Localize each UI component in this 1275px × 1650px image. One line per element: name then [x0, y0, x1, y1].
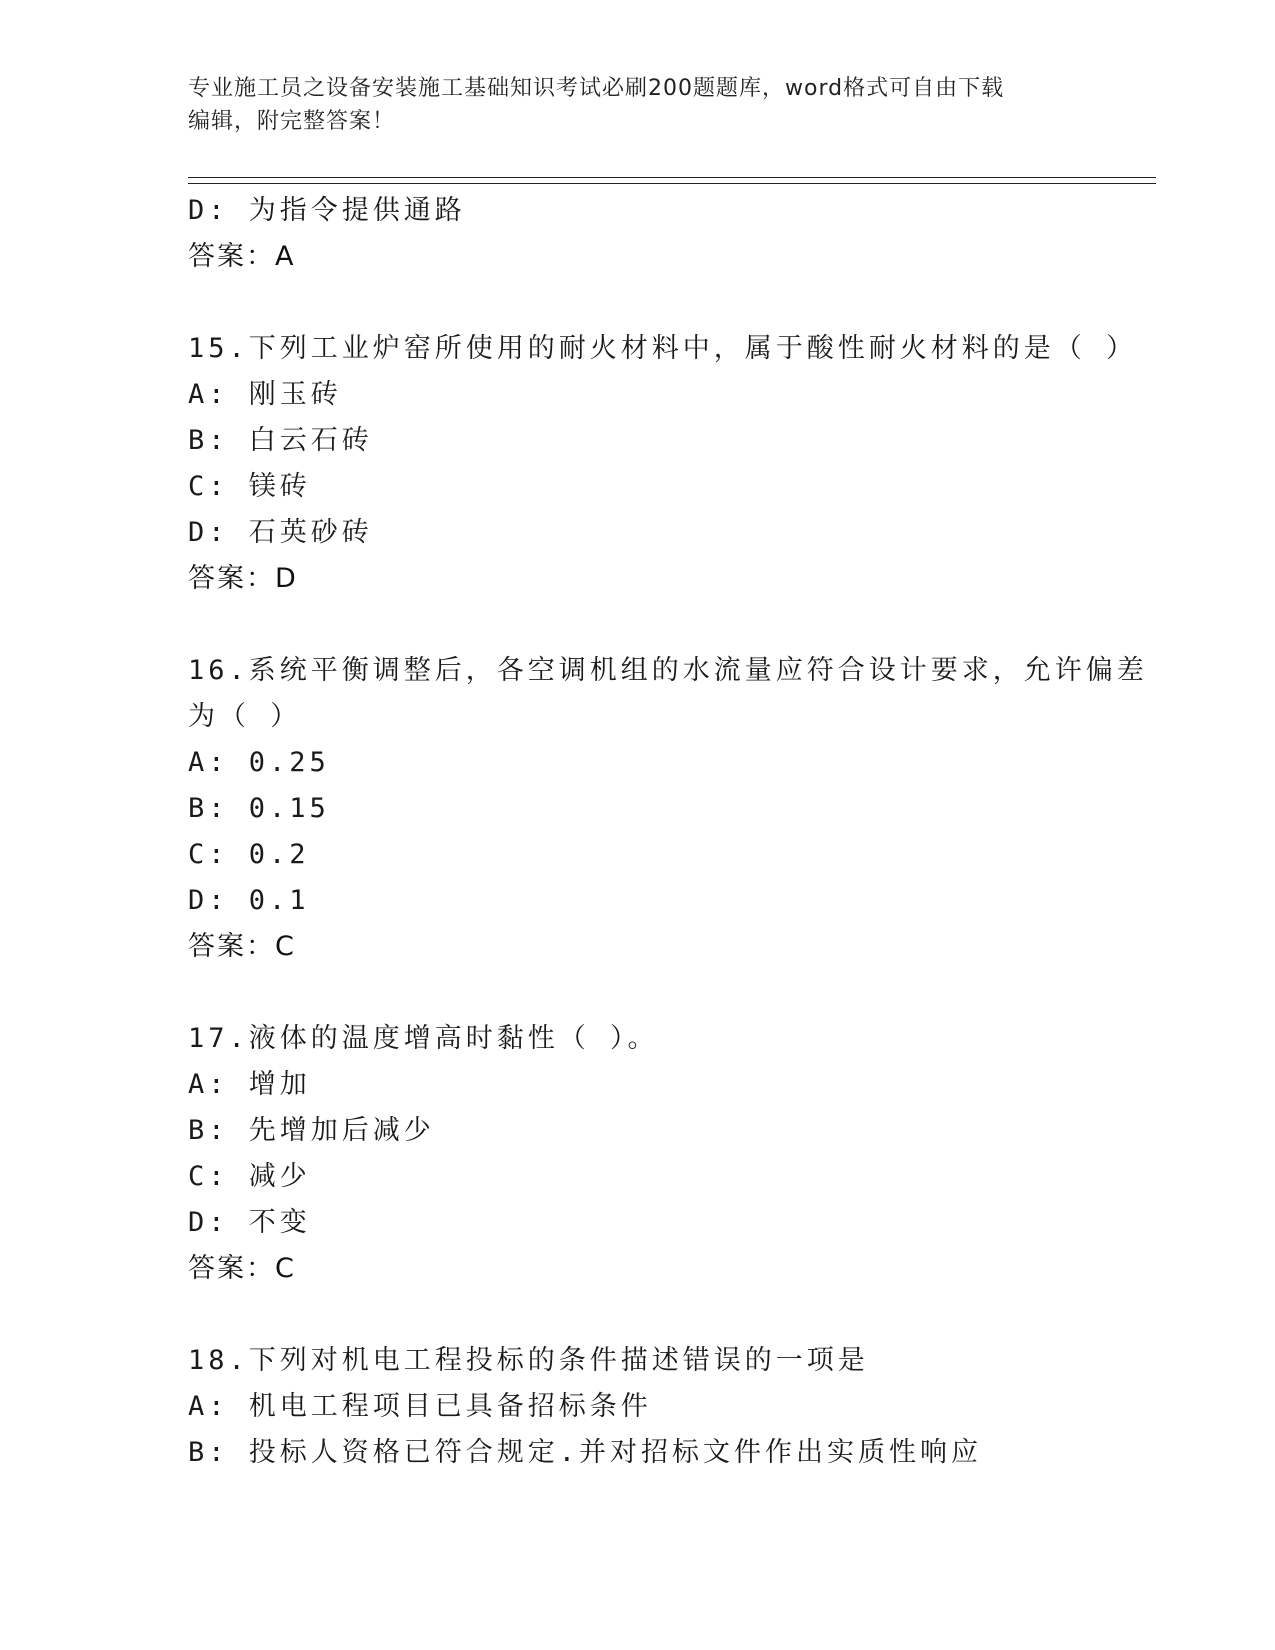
option-c: C: 镁砖: [188, 471, 311, 502]
question-18: [188, 1338, 1088, 1476]
question-16: [188, 648, 1148, 970]
question-14-tail: [188, 188, 1088, 280]
question-stem: 18.下列对机电工程投标的条件描述错误的一项是: [188, 1345, 869, 1376]
option-a: A: 0.25: [188, 747, 330, 778]
option-b: B: 白云石砖: [188, 425, 373, 456]
option-a: A: 机电工程项目已具备招标条件: [188, 1391, 652, 1422]
page-header: [188, 72, 1088, 138]
option-c: C: 0.2: [188, 839, 310, 870]
option-d: D: 0.1: [188, 885, 310, 916]
question-stem: 17.液体的温度增高时黏性（ ）。: [188, 1023, 659, 1054]
question-17: [188, 1016, 1088, 1292]
question-15: [188, 326, 1138, 602]
question-stem-continued: 为（ ）: [188, 701, 302, 732]
option-a: A: 刚玉砖: [188, 379, 342, 410]
header-line-2: 编辑，附完整答案！: [188, 109, 396, 134]
option-c: C: 减少: [188, 1161, 311, 1192]
option-a: A: 增加: [188, 1069, 311, 1100]
option-d: D: 石英砂砖: [188, 517, 373, 548]
option-d: D: 不变: [188, 1207, 311, 1238]
question-stem: 15.下列工业炉窑所使用的耐火材料中，属于酸性耐火材料的是（ ）: [188, 333, 1138, 364]
option-b: B: 0.15: [188, 793, 330, 824]
option-d: D: 为指令提供通路: [188, 195, 466, 226]
header-line-1: 专业施工员之设备安装施工基础知识考试必刷200题题库，word格式可自由下载: [188, 76, 1005, 101]
answer: 答案：C: [188, 931, 296, 962]
option-b: B: 先增加后减少: [188, 1115, 435, 1146]
question-content: [188, 188, 1148, 1476]
answer: 答案：C: [188, 1253, 296, 1284]
option-b: B: 投标人资格已符合规定.并对招标文件作出实质性响应: [188, 1437, 983, 1468]
question-stem: 16.系统平衡调整后，各空调机组的水流量应符合设计要求，允许偏差: [188, 655, 1148, 686]
answer: 答案：A: [188, 241, 296, 272]
header-double-rule: [188, 177, 1156, 184]
answer: 答案：D: [188, 563, 298, 594]
